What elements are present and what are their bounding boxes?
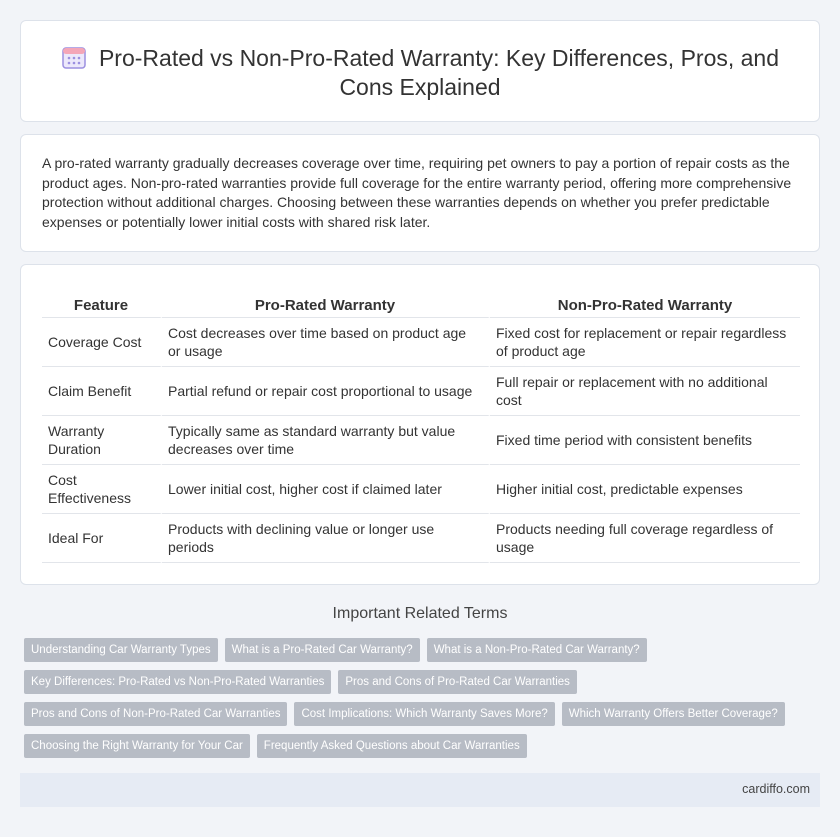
calendar-icon xyxy=(61,44,87,70)
table-row xyxy=(42,514,800,563)
related-term-tag[interactable]: What is a Non-Pro-Rated Car Warranty? xyxy=(427,638,647,662)
related-term-tag[interactable]: Which Warranty Offers Better Coverage? xyxy=(562,702,785,726)
related-term-tag[interactable]: Cost Implications: Which Warranty Saves More? xyxy=(294,702,554,726)
page-title-text: Pro-Rated vs Non-Pro-Rated Warranty: Key Differences, Pros, and Cons Explained xyxy=(98,45,780,100)
non-pro-rated-cell: Fixed time period with consistent benefits xyxy=(490,416,800,465)
tag-row xyxy=(24,670,824,694)
pro-rated-cell: Lower initial cost, higher cost if claimed later xyxy=(162,465,490,514)
footer-site-link[interactable]: cardiffo.com xyxy=(742,782,810,796)
related-term-tag[interactable]: Pros and Cons of Non-Pro-Rated Car Warranties xyxy=(24,702,287,726)
related-term-tag[interactable]: Choosing the Right Warranty for Your Car xyxy=(24,734,250,758)
header-card xyxy=(20,20,820,122)
comparison-table xyxy=(42,294,800,563)
pro-rated-cell: Typically same as standard warranty but value decreases over time xyxy=(162,416,490,465)
pro-rated-cell: Products with declining value or longer use periods xyxy=(162,514,490,563)
related-term-tag[interactable]: Key Differences: Pro-Rated vs Non-Pro-Rated Warranties xyxy=(24,670,331,694)
related-term-tag[interactable]: Understanding Car Warranty Types xyxy=(24,638,218,662)
related-terms-heading: Important Related Terms xyxy=(332,605,508,622)
tag-row xyxy=(24,638,824,662)
related-term-tag[interactable]: Pros and Cons of Pro-Rated Car Warranties xyxy=(338,670,577,694)
page-title xyxy=(51,44,789,102)
related-terms-list xyxy=(24,638,824,766)
tag-row xyxy=(24,734,824,758)
table-row xyxy=(42,465,800,514)
related-term-tag[interactable]: What is a Pro-Rated Car Warranty? xyxy=(225,638,420,662)
intro-card xyxy=(20,134,820,252)
feature-cell: Ideal For xyxy=(42,514,162,563)
non-pro-rated-cell: Fixed cost for replacement or repair regardless of product age xyxy=(490,318,800,367)
intro-paragraph: A pro-rated warranty gradually decreases coverage over time, requiring pet owners to pay a portion of repair costs as the product ages. Non-pro-rated warranties provide full coverage for the entire warranty period, offering more comprehensive protection without additional charges. Choosing between these warranties depends on whether you prefer predictable expenses or potentially lower initial costs with shared risk later. xyxy=(42,155,792,230)
pro-rated-cell: Partial refund or repair cost proportional to usage xyxy=(162,367,490,416)
table-row xyxy=(42,318,800,367)
feature-cell: Coverage Cost xyxy=(42,318,162,367)
footer xyxy=(20,773,820,807)
table-row xyxy=(42,416,800,465)
comparison-card xyxy=(20,264,820,585)
non-pro-rated-cell: Products needing full coverage regardless of usage xyxy=(490,514,800,563)
column-header-non-pro-rated: Non-Pro-Rated Warranty xyxy=(490,294,800,318)
non-pro-rated-cell: Full repair or replacement with no additional cost xyxy=(490,367,800,416)
column-header-feature: Feature xyxy=(42,294,162,318)
table-row xyxy=(42,367,800,416)
feature-cell: Claim Benefit xyxy=(42,367,162,416)
related-term-tag[interactable]: Frequently Asked Questions about Car Warranties xyxy=(257,734,527,758)
feature-cell: Cost Effectiveness xyxy=(42,465,162,514)
non-pro-rated-cell: Higher initial cost, predictable expenses xyxy=(490,465,800,514)
feature-cell: Warranty Duration xyxy=(42,416,162,465)
pro-rated-cell: Cost decreases over time based on product age or usage xyxy=(162,318,490,367)
table-header-row xyxy=(42,294,800,318)
tag-row xyxy=(24,702,824,726)
column-header-pro-rated: Pro-Rated Warranty xyxy=(162,294,490,318)
